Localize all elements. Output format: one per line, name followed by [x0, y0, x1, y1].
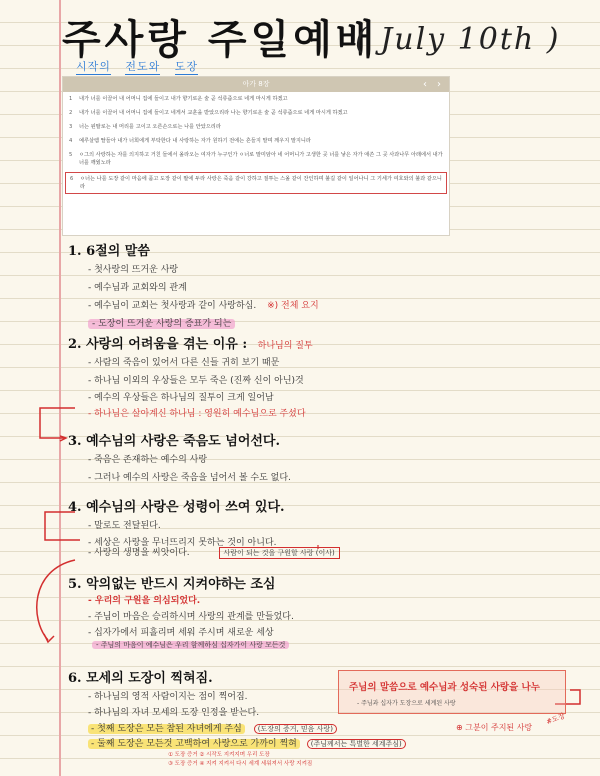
numbered-bullets: ① 도장 증거 ② 시작도 지켜지며 우리 도장 — [168, 752, 270, 758]
circled-note: (도장의 증거, 믿음 사랑) — [254, 724, 337, 734]
note-line: - 하나님의 영적 사람이지는 점이 찍어짐. — [88, 692, 248, 702]
summary-sub-text: - 주님과 십자가 도장으로 세계된 사랑 — [357, 700, 456, 707]
section-heading-6: 6. 모세의 도장이 찍혀짐. — [68, 671, 213, 686]
section-heading-2 — [68, 333, 313, 352]
note-line: - 세상은 사랑을 무너뜨리지 못하는 것이 아니다. — [88, 538, 277, 548]
summary-box — [338, 670, 566, 714]
verse-row — [63, 134, 449, 148]
note-line: - 십자가에서 피흘리며 세워 주시며 새로운 세상 — [88, 628, 274, 638]
date-subtitle: ( July 10th ) — [355, 22, 561, 57]
note-line — [88, 545, 340, 558]
verse-number: 4 — [69, 138, 73, 144]
note-line: - 말로도 전달된다. — [88, 521, 161, 531]
verse-row — [63, 106, 449, 120]
verse-text: ㅇ너는 나를 도장 같이 마음에 품고 도장 같이 팔에 두라 사랑은 죽음 같이 강하고 질투는 스올 같이 잔인하며 불길 같이 일어나니 그 기세가 여호와의 불과 같으니라 — [80, 176, 442, 190]
verse-text: 너는 왼팔로는 내 머리를 고이고 오른손으로는 나를 안았으리라 — [79, 124, 221, 130]
yellow-highlight: - 첫째 도장은 모든 참된 자녀에게 주심 — [88, 724, 245, 734]
passage-header — [63, 77, 449, 92]
note-line: - 하나님 이외의 우상들은 모두 죽은 (진짜 신이 아닌)것 — [88, 376, 304, 386]
note-line: - 그러나 예수의 사랑은 죽음을 넘어서 볼 수도 없다. — [88, 473, 291, 483]
note-line: - 하나님의 자녀 모세의 도장 인정을 받는다. — [88, 708, 260, 718]
section-heading-4: 4. 예수님의 사랑은 성령이 쓰여 있다. — [68, 500, 285, 515]
chevron-left-icon[interactable]: ‹ — [423, 79, 427, 90]
verse-row — [63, 120, 449, 134]
verse-number: 1 — [69, 96, 73, 102]
note-line: - 예수님과 교회와의 관계 — [88, 283, 187, 293]
note-line: - 주님이 마음은 승리하시며 사랑의 관계를 만들었다. — [88, 612, 294, 622]
heading-text: 2. 사랑의 어려움을 겪는 이유 : — [68, 337, 248, 352]
note-line: - 예수의 우상들은 하나님의 질투이 크게 일어남 — [88, 393, 274, 403]
verse-text: 내가 너를 이끌어 내 어머니 집에 들이고 내가 향기로운 술 곧 석류즙으로 네게 마시게 하겠고 — [79, 96, 288, 102]
yellow-highlight: - 둘째 도장은 모든것 고백하여 사랑으로 가까이 찍혀 — [88, 739, 300, 749]
note-line-highlight — [88, 306, 235, 329]
boxed-note: 사람이 되는 것을 구원할 사랑 (이사) — [219, 547, 340, 559]
red-note: ※) 전체 요지 — [267, 301, 319, 311]
page-title: 주사랑 주일예배 — [62, 16, 379, 63]
numbered-bullets: ③ 도장 증거 ④ 지켜 지켜서 다시 세계 세워져서 사랑 지켜짐 — [168, 761, 313, 767]
note-line — [88, 721, 337, 734]
hymn-word: 도장 — [174, 60, 199, 73]
heading-red-note: 하나님의 질투 — [257, 341, 313, 351]
highlighted-verse-row — [65, 172, 447, 194]
side-note: ⊕ 그분이 주지된 사랑 — [456, 723, 533, 732]
hymn-words — [76, 58, 208, 75]
section-heading-3: 3. 예수님의 사랑은 죽음도 넘어선다. — [68, 434, 281, 449]
pink-highlight: - 도장이 뜨거운 사랑의 증표가 되는 — [88, 319, 235, 329]
pink-highlight: - 주님의 마음이 예수님은 우리 함께하심 십자가이 사랑 모든것 — [92, 641, 289, 649]
verse-number: 3 — [69, 124, 73, 130]
note-line-red: - 하나님은 살아계신 하나님 : 영원히 예수님으로 주셨다 — [88, 409, 306, 419]
side-tag: #도장 — [545, 711, 567, 727]
verse-number: 6 — [70, 176, 74, 182]
circled-note: (주님께서는 특별한 세계주심) — [307, 739, 406, 749]
passage-title: 아가 8장 — [242, 80, 270, 88]
verse-row — [63, 148, 449, 170]
note-line-text: - 사랑의 생명을 씨앗이다. — [88, 548, 190, 558]
verse-number: 5 — [69, 152, 73, 158]
bible-passage-panel — [62, 76, 450, 236]
note-line — [88, 736, 406, 749]
verse-text: 내가 너를 이끌어 내 어머니 집에 들이고 네게서 교훈을 받았으리라 나는 향기로운 술 곧 석류즙으로 네게 마시게 하겠고 — [79, 110, 348, 116]
verse-text: ㅇ그의 사랑하는 자를 의지하고 거친 들에서 올라오는 여자가 누구인가 ㅇ너로 말미암아 네 어머니가 고생한 곳 너를 낳은 자가 애쓴 그 곳 사과나무 아래에서 내가 너를 깨웠노라 — [79, 152, 443, 166]
note-line-text: - 예수님이 교회는 첫사랑과 같이 사랑하심. — [88, 301, 257, 311]
note-line: - 첫사랑의 뜨거운 사랑 — [88, 265, 179, 275]
hymn-word: 시작의 — [76, 60, 111, 73]
summary-main-text: 주님의 말씀으로 예수님과 성숙된 사랑을 나누 — [349, 682, 540, 693]
note-line: - 죽음은 존재하는 예수의 사랑 — [88, 455, 208, 465]
section-heading-1: 1. 6절의 말씀 — [68, 244, 150, 259]
note-line-highlight — [92, 640, 289, 650]
verse-row — [63, 92, 449, 106]
note-line-red: - 우리의 구원을 의심되었다. — [88, 596, 201, 606]
note-line: - 사람의 죽음이 있어서 다른 신들 귀히 보기 때문 — [88, 358, 280, 368]
verse-number: 2 — [69, 110, 73, 116]
section-heading-5: 5. 악의없는 반드시 지켜야하는 조심 — [68, 577, 276, 592]
chevron-right-icon[interactable]: › — [437, 79, 441, 90]
verse-text: 예루살렘 딸들아 내가 너희에게 부탁한다 내 사랑하는 자가 원하기 전에는 흔들지 말며 깨우지 말지니라 — [79, 138, 311, 144]
hymn-word: 전도와 — [125, 60, 161, 73]
